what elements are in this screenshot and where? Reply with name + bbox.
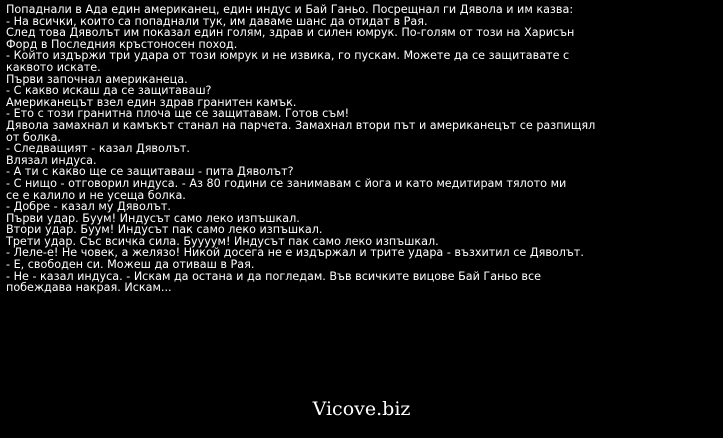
joke-line: Първи удар. Буум! Индусът само леко изпъшкал. bbox=[6, 211, 300, 225]
joke-line: каквото искате. bbox=[6, 60, 101, 74]
joke-line: - Е, свободен си. Можеш да отиваш в Рая. bbox=[6, 258, 255, 272]
joke-line: Трети удар. Със всичка сила. Буууум! Индусът пак само леко изпъшкал. bbox=[6, 234, 439, 248]
site-watermark: Vicove.biz bbox=[312, 398, 411, 420]
joke-line: Първи започнал американеца. bbox=[6, 72, 188, 86]
joke-line: - С нищо - отговорил индуса. - Аз 80 години се занимавам с йога и като медитирам тялото ми bbox=[6, 176, 567, 190]
joke-line: - А ти с какво ще се защитаваш - пита Дяволът? bbox=[6, 165, 294, 179]
joke-line: - Добре - казал му Дяволът. bbox=[6, 200, 171, 214]
joke-line: побеждава накрая. Искам... bbox=[6, 281, 172, 295]
joke-line: След това Дяволът им показал един голям, здрав и силен юмрук. По-голям от този на Харисън bbox=[6, 26, 575, 40]
joke-line: Форд в Последния кръстоносен поход. bbox=[6, 37, 238, 51]
joke-line: Втори удар. Буум! Индусът пак само леко изпъшкал. bbox=[6, 223, 323, 237]
joke-line: - С какво искаш да се защитаваш? bbox=[6, 84, 212, 98]
joke-line: - Леле-е! Не човек, а желязо! Никой досега не е издържал и трите удара - възхитил се Дяволът. bbox=[6, 246, 584, 260]
joke-line: Попаднали в Ада един американец, един индус и Бай Ганьо. Посрещнал ги Дявола и им казва: bbox=[6, 3, 574, 16]
joke-line: - Който издържи три удара от този юмрук и не извика, го пускам. Можете да се защитавате с bbox=[6, 49, 570, 63]
joke-text bbox=[6, 3, 596, 295]
joke-line: Влязал индуса. bbox=[6, 153, 97, 167]
joke-line: - На всички, които са попаднали тук, им даваме шанс да отидат в Рая. bbox=[6, 14, 428, 28]
joke-line: се е калило и не усеща болка. bbox=[6, 188, 186, 202]
joke-line: - Не - казал индуса. - Искам да остана и да погледам. Във всичките вицове Бай Ганьо все bbox=[6, 269, 542, 283]
joke-line: - Следващият - казал Дяволът. bbox=[6, 142, 190, 156]
joke-line: Дявола замахнал и камъкът станал на парчета. Замахнал втори път и американецът се разпищял bbox=[6, 118, 596, 132]
joke-line: от болка. bbox=[6, 130, 61, 144]
joke-line: Американецът взел един здрав гранитен камък. bbox=[6, 95, 297, 109]
joke-line: - Ето с този гранитна плоча ще се защитавам. Готов съм! bbox=[6, 107, 350, 121]
